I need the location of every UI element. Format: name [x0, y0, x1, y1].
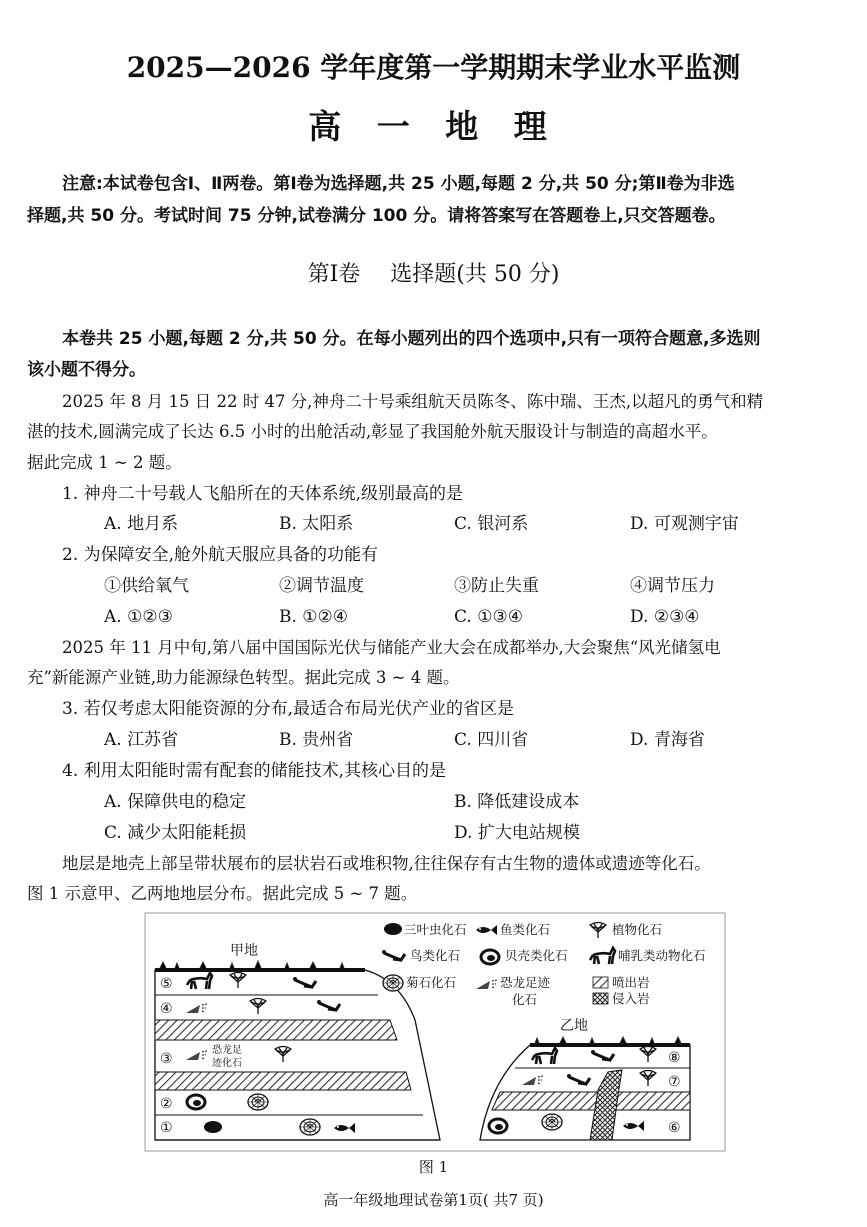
section-name: 第Ⅰ卷: [307, 262, 361, 287]
q3-option-b: B. 贵州省: [279, 730, 354, 750]
passage2-line-1: 2025 年 11 月中旬,第八届中国国际光伏与储能产业大会在成都举办,大会聚焦“风光储氢电: [62, 638, 721, 657]
passage1-line-3: 据此完成 1 ~ 2 题。: [27, 453, 182, 472]
page-footer: 高一年级地理试卷第1页( 共7 页): [323, 1191, 544, 1209]
q2-option-d: D. ②③④: [630, 607, 700, 627]
q2-option-c: C. ①③④: [454, 607, 523, 627]
layer-dino-label-1: 恐龙足: [212, 1045, 242, 1056]
notice-line-2: 择题,共 50 分。考试时间 75 分钟,试卷满分 100 分。请将答案写在答题卷上,只交答题卷。: [27, 206, 726, 226]
legend-dino-1: 恐龙足迹: [500, 975, 551, 990]
q4-option-b: B. 降低建设成本: [454, 792, 580, 812]
intro-line-2: 该小题不得分。: [27, 360, 146, 380]
legend-dino-2: 化石: [512, 992, 538, 1007]
layer-a-1: ①: [160, 1120, 173, 1136]
layer-b-6: ⑥: [668, 1120, 681, 1136]
q2-statement-3: ③防止失重: [454, 576, 539, 596]
legend-shell: 贝壳类化石: [505, 948, 568, 963]
subject-title: 高 一 地 理: [308, 107, 559, 146]
q4-stem: 4. 利用太阳能时需有配套的储能技术,其核心目的是: [62, 761, 447, 781]
legend-mammal: 哺乳类动物化石: [618, 948, 706, 963]
layer-a-4: ④: [160, 1001, 173, 1017]
q3-stem: 3. 若仅考虑太阳能资源的分布,最适合布局光伏产业的省区是: [62, 699, 515, 719]
passage1-line-2: 湛的技术,圆满完成了长达 6.5 小时的出舱活动,彰显了我国舱外航天服设计与制造的高超水平。: [27, 422, 718, 441]
q2-statement-2: ②调节温度: [279, 576, 364, 596]
site-b-label: 乙地: [560, 1018, 588, 1034]
q1-option-b: B. 太阳系: [279, 514, 354, 534]
q4-option-d: D. 扩大电站规模: [454, 823, 580, 843]
legend-fish: 鱼类化石: [500, 922, 551, 937]
q3-option-d: D. 青海省: [630, 730, 705, 750]
site-a-label: 甲地: [230, 943, 258, 959]
legend-extrusive: 喷出岩: [612, 975, 650, 990]
q3-option-a: A. 江苏省: [104, 730, 179, 750]
figure-caption: 图 1: [418, 1158, 449, 1176]
q2-stem: 2. 为保障安全,舱外航天服应具备的功能有: [62, 545, 379, 565]
q4-option-c: C. 减少太阳能耗损: [104, 823, 247, 843]
q2-option-b: B. ①②④: [279, 607, 349, 627]
layer-a-2: ②: [160, 1096, 173, 1112]
layer-a-5: ⑤: [160, 976, 173, 992]
legend-ammonite: 菊石化石: [406, 975, 457, 990]
layer-dino-label-2: 迹化石: [212, 1058, 242, 1069]
exam-title: 2025—2026 学年度第一学期期末学业水平监测: [126, 51, 741, 84]
q4-option-a: A. 保障供电的稳定: [104, 792, 247, 812]
intro-line-1: 本卷共 25 小题,每题 2 分,共 50 分。在每小题列出的四个选项中,只有一项符合题意,多选则: [62, 329, 761, 349]
q2-option-a: A. ①②③: [104, 607, 173, 627]
q2-statement-4: ④调节压力: [630, 576, 715, 596]
layer-b-8: ⑧: [668, 1050, 681, 1066]
section-title: 选择题(共 50 分): [390, 262, 560, 287]
q3-option-c: C. 四川省: [454, 730, 529, 750]
q1-option-c: C. 银河系: [454, 514, 529, 534]
legend-plant: 植物化石: [612, 922, 663, 937]
legend-bird: 鸟类化石: [410, 948, 461, 963]
legend-intrusive: 侵入岩: [612, 991, 650, 1006]
q2-statement-1: ①供给氧气: [104, 576, 189, 596]
q1-stem: 1. 神舟二十号载人飞船所在的天体系统,级别最高的是: [62, 484, 464, 504]
layer-a-3: ③: [160, 1051, 173, 1067]
passage2-line-2: 充”新能源产业链,助力能源绿色转型。据此完成 3 ~ 4 题。: [27, 668, 460, 687]
passage3-line-1: 地层是地壳上部呈带状展布的层状岩石或堆积物,往往保存有古生物的遗体或遗迹等化石。: [62, 854, 711, 873]
passage3-line-2: 图 1 示意甲、乙两地地层分布。据此完成 5 ~ 7 题。: [27, 884, 418, 903]
notice-line-1: 注意:本试卷包含Ⅰ、Ⅱ两卷。第Ⅰ卷为选择题,共 25 小题,每题 2 分,共 50 分;第Ⅱ卷为非选: [62, 174, 735, 194]
q1-option-a: A. 地月系: [104, 514, 179, 534]
passage1-line-1: 2025 年 8 月 15 日 22 时 47 分,神舟二十号乘组航天员陈冬、陈中瑞、王杰,以超凡的勇气和精: [62, 392, 764, 411]
q1-option-d: D. 可观测宇宙: [630, 514, 739, 534]
legend-trilobite: 三叶虫化石: [404, 922, 467, 937]
layer-b-7: ⑦: [668, 1074, 681, 1090]
